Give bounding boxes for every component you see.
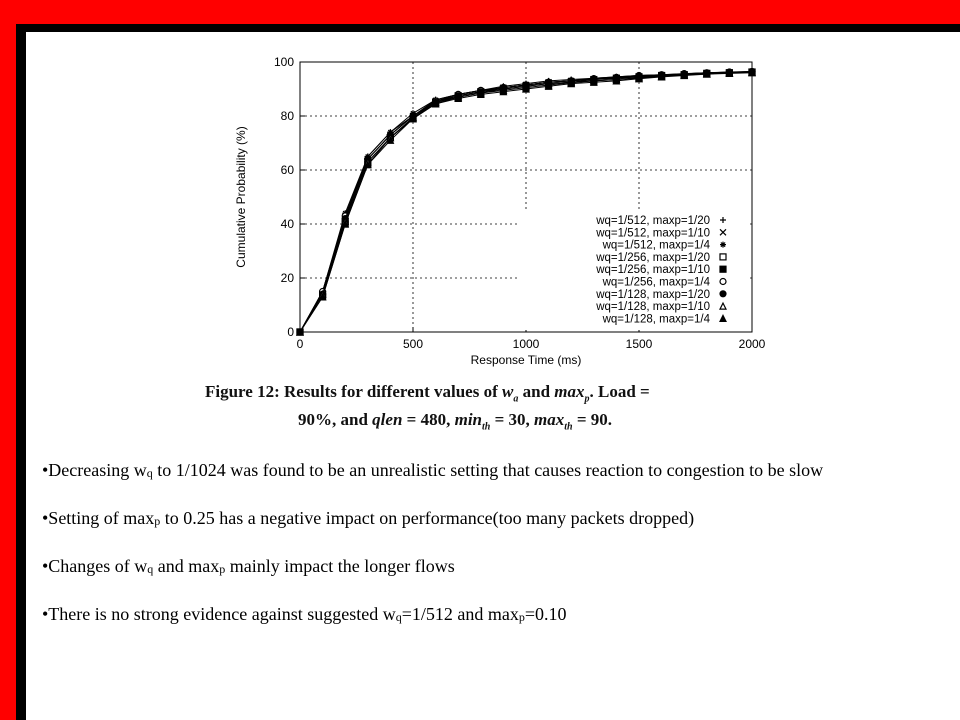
caption-w-subscript: a xyxy=(513,393,519,405)
bullet-item xyxy=(42,553,942,583)
legend-label: wq=1/256, maxp=1/4 xyxy=(602,276,710,289)
legend-label: wq=1/256, maxp=1/20 xyxy=(596,251,710,264)
marker-square-filled xyxy=(720,266,726,272)
x-tick-label: 1500 xyxy=(625,337,653,351)
frame-red-left xyxy=(0,0,16,720)
figure-caption xyxy=(205,381,805,438)
bullet-1-text-a: •Decreasing w xyxy=(42,460,147,480)
marker-square-open xyxy=(720,254,726,260)
caption-text-1: : Results for different values of xyxy=(274,382,503,401)
bullet-item xyxy=(42,457,942,487)
cdf-chart xyxy=(210,40,780,375)
bullet-3-text-b: and max xyxy=(153,556,220,576)
caption-w-symbol: w xyxy=(502,382,514,401)
caption-line2-a: 90%, and xyxy=(298,410,373,430)
bullet-4-text-c: =0.10 xyxy=(524,604,567,624)
legend-label: wq=1/256, maxp=1/10 xyxy=(596,264,710,277)
y-axis-label: Cumulative Probability (%) xyxy=(234,126,248,268)
x-tick-label: 1000 xyxy=(512,337,540,351)
legend-label: wq=1/128, maxp=1/20 xyxy=(596,288,710,301)
bullet-2-sub: p xyxy=(154,514,161,528)
x-axis-label: Response Time (ms) xyxy=(470,353,582,367)
bullet-4-text-b: =1/512 and max xyxy=(401,604,519,624)
y-tick-label: 40 xyxy=(280,217,294,231)
caption-line2-d: = 90. xyxy=(572,410,613,430)
legend-label: wq=1/512, maxp=1/20 xyxy=(596,215,710,227)
figure-label: Figure 12 xyxy=(205,382,275,401)
bullet-list xyxy=(42,457,942,649)
caption-max-symbol: max xyxy=(554,382,585,401)
caption-line2-c: = 30, xyxy=(490,410,535,430)
bullet-item xyxy=(42,505,942,535)
bullet-4-sub-1: q xyxy=(395,610,402,624)
frame-black-top xyxy=(16,24,960,32)
caption-min: min xyxy=(454,410,482,430)
bullet-3-text-c: mainly impact the longer flows xyxy=(225,556,455,576)
bullet-1-text-b: to 1/1024 was found to be an unrealistic setting that causes reaction to congestion to be slow xyxy=(152,460,824,480)
y-tick-label: 100 xyxy=(273,55,294,69)
caption-max-subscript: p xyxy=(584,393,590,405)
y-tick-label: 0 xyxy=(287,325,294,339)
bullet-2-text-a: •Setting of max xyxy=(42,508,155,528)
bullet-2-text-b: to 0.25 has a negative impact on performance(too many packets dropped) xyxy=(160,508,695,528)
legend xyxy=(520,212,750,330)
legend-label: wq=1/512, maxp=1/10 xyxy=(596,227,710,240)
y-tick-label: 60 xyxy=(280,163,294,177)
legend-label: wq=1/128, maxp=1/10 xyxy=(596,301,710,314)
caption-and: and xyxy=(518,382,555,401)
x-tick-label: 500 xyxy=(402,337,424,351)
y-tick-label: 20 xyxy=(280,271,294,285)
caption-min-subscript: th xyxy=(482,421,491,433)
legend-label: wq=1/512, maxp=1/4 xyxy=(602,239,710,252)
legend-label: wq=1/128, maxp=1/4 xyxy=(602,313,710,326)
caption-maxth: max xyxy=(534,410,565,430)
marker-circle-open xyxy=(720,279,726,285)
y-tick-label: 80 xyxy=(280,109,294,123)
caption-maxth-subscript: th xyxy=(564,421,573,433)
bullet-item xyxy=(42,601,942,631)
bullet-3-text-a: •Changes of w xyxy=(42,556,148,576)
bullet-3-sub-1: q xyxy=(147,562,154,576)
x-tick-label: 2000 xyxy=(738,337,766,351)
caption-qlen: qlen xyxy=(372,410,403,430)
x-tick-label: 0 xyxy=(296,337,304,351)
frame-black-left xyxy=(16,24,26,720)
caption-line2-b: = 480, xyxy=(402,410,455,430)
bullet-3-sub-2: p xyxy=(219,562,226,576)
bullet-1-sub: q xyxy=(146,466,153,480)
bullet-4-text-a: •There is no strong evidence against suggested w xyxy=(42,604,396,624)
marker-circle-filled xyxy=(720,291,726,297)
bullet-4-sub-2: p xyxy=(518,610,525,624)
frame-red-top xyxy=(0,0,960,24)
caption-text-2: . Load = xyxy=(589,382,650,401)
